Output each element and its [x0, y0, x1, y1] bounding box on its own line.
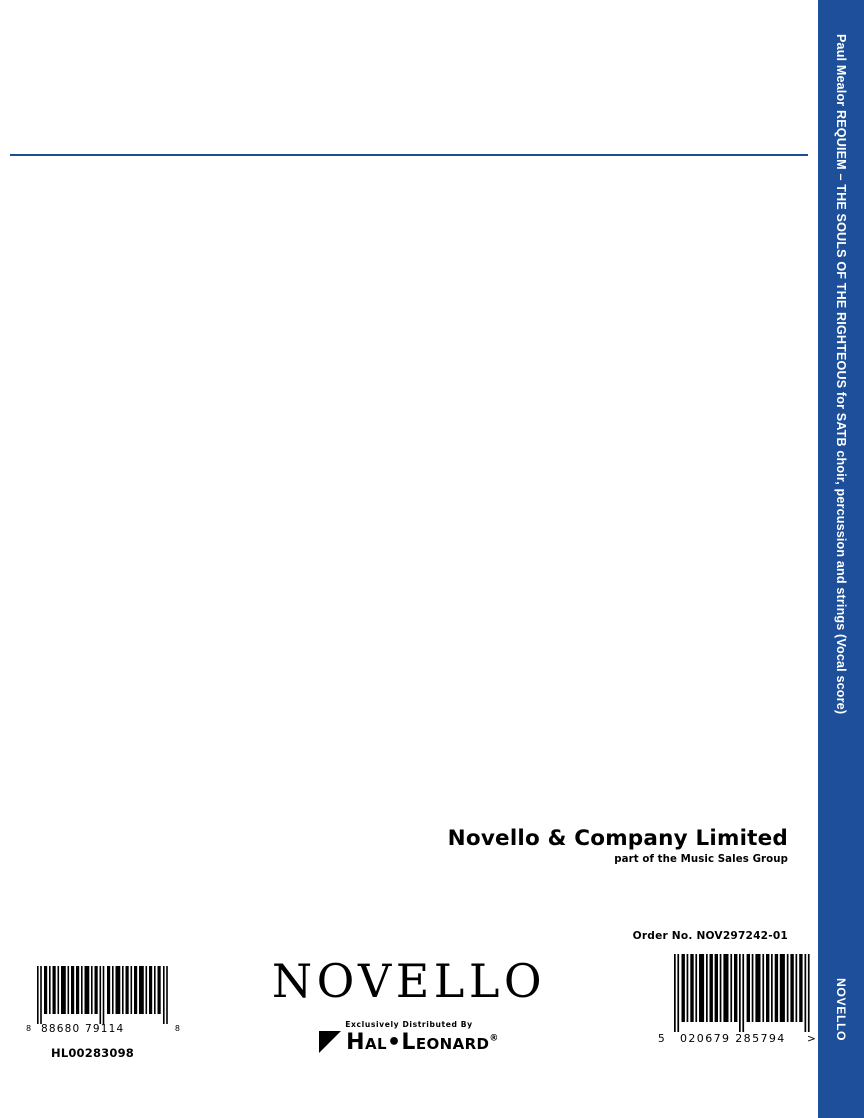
distributor-line: Exclusively Distributed By — [345, 1020, 473, 1029]
ean-tail-symbol: > — [807, 1033, 816, 1045]
header-rule — [10, 154, 808, 156]
ean-digits — [658, 1032, 822, 1047]
triangle-icon — [319, 1031, 341, 1053]
distributor-name: HAL•LEONARD® — [346, 1030, 499, 1055]
order-number: Order No. NOV297242-01 — [632, 930, 788, 942]
upc-lead-digit: 8 — [26, 1024, 32, 1033]
spine-imprint: NOVELLO — [834, 978, 848, 1042]
spine-title: Paul Mealor REQUIEM – THE SOULS OF THE RIGHTEOUS for SATB choir, percussion and strings (Vocal score) — [834, 34, 848, 715]
ean-barcode-bars — [672, 954, 811, 1032]
spine-text-container — [818, 0, 864, 1118]
ean-main-digits: 020679 285794 — [680, 1032, 786, 1045]
upc-digits — [26, 1023, 180, 1038]
hal-leonard-logo — [319, 1030, 499, 1055]
upc-main-digits: 88680 79114 — [41, 1023, 125, 1035]
upc-barcode-bars — [35, 966, 170, 1024]
ean-barcode — [658, 954, 816, 1047]
ean-lead-digit: 5 — [658, 1033, 665, 1045]
item-code: HL00283098 — [51, 1046, 134, 1060]
publisher-block — [448, 828, 788, 865]
upc-check-digit: 8 — [174, 1024, 180, 1033]
publisher-group: part of the Music Sales Group — [614, 853, 788, 865]
novello-wordmark: NOVELLO — [271, 954, 547, 1008]
upc-barcode — [26, 966, 180, 1060]
publisher-name: Novello & Company Limited — [447, 826, 788, 851]
